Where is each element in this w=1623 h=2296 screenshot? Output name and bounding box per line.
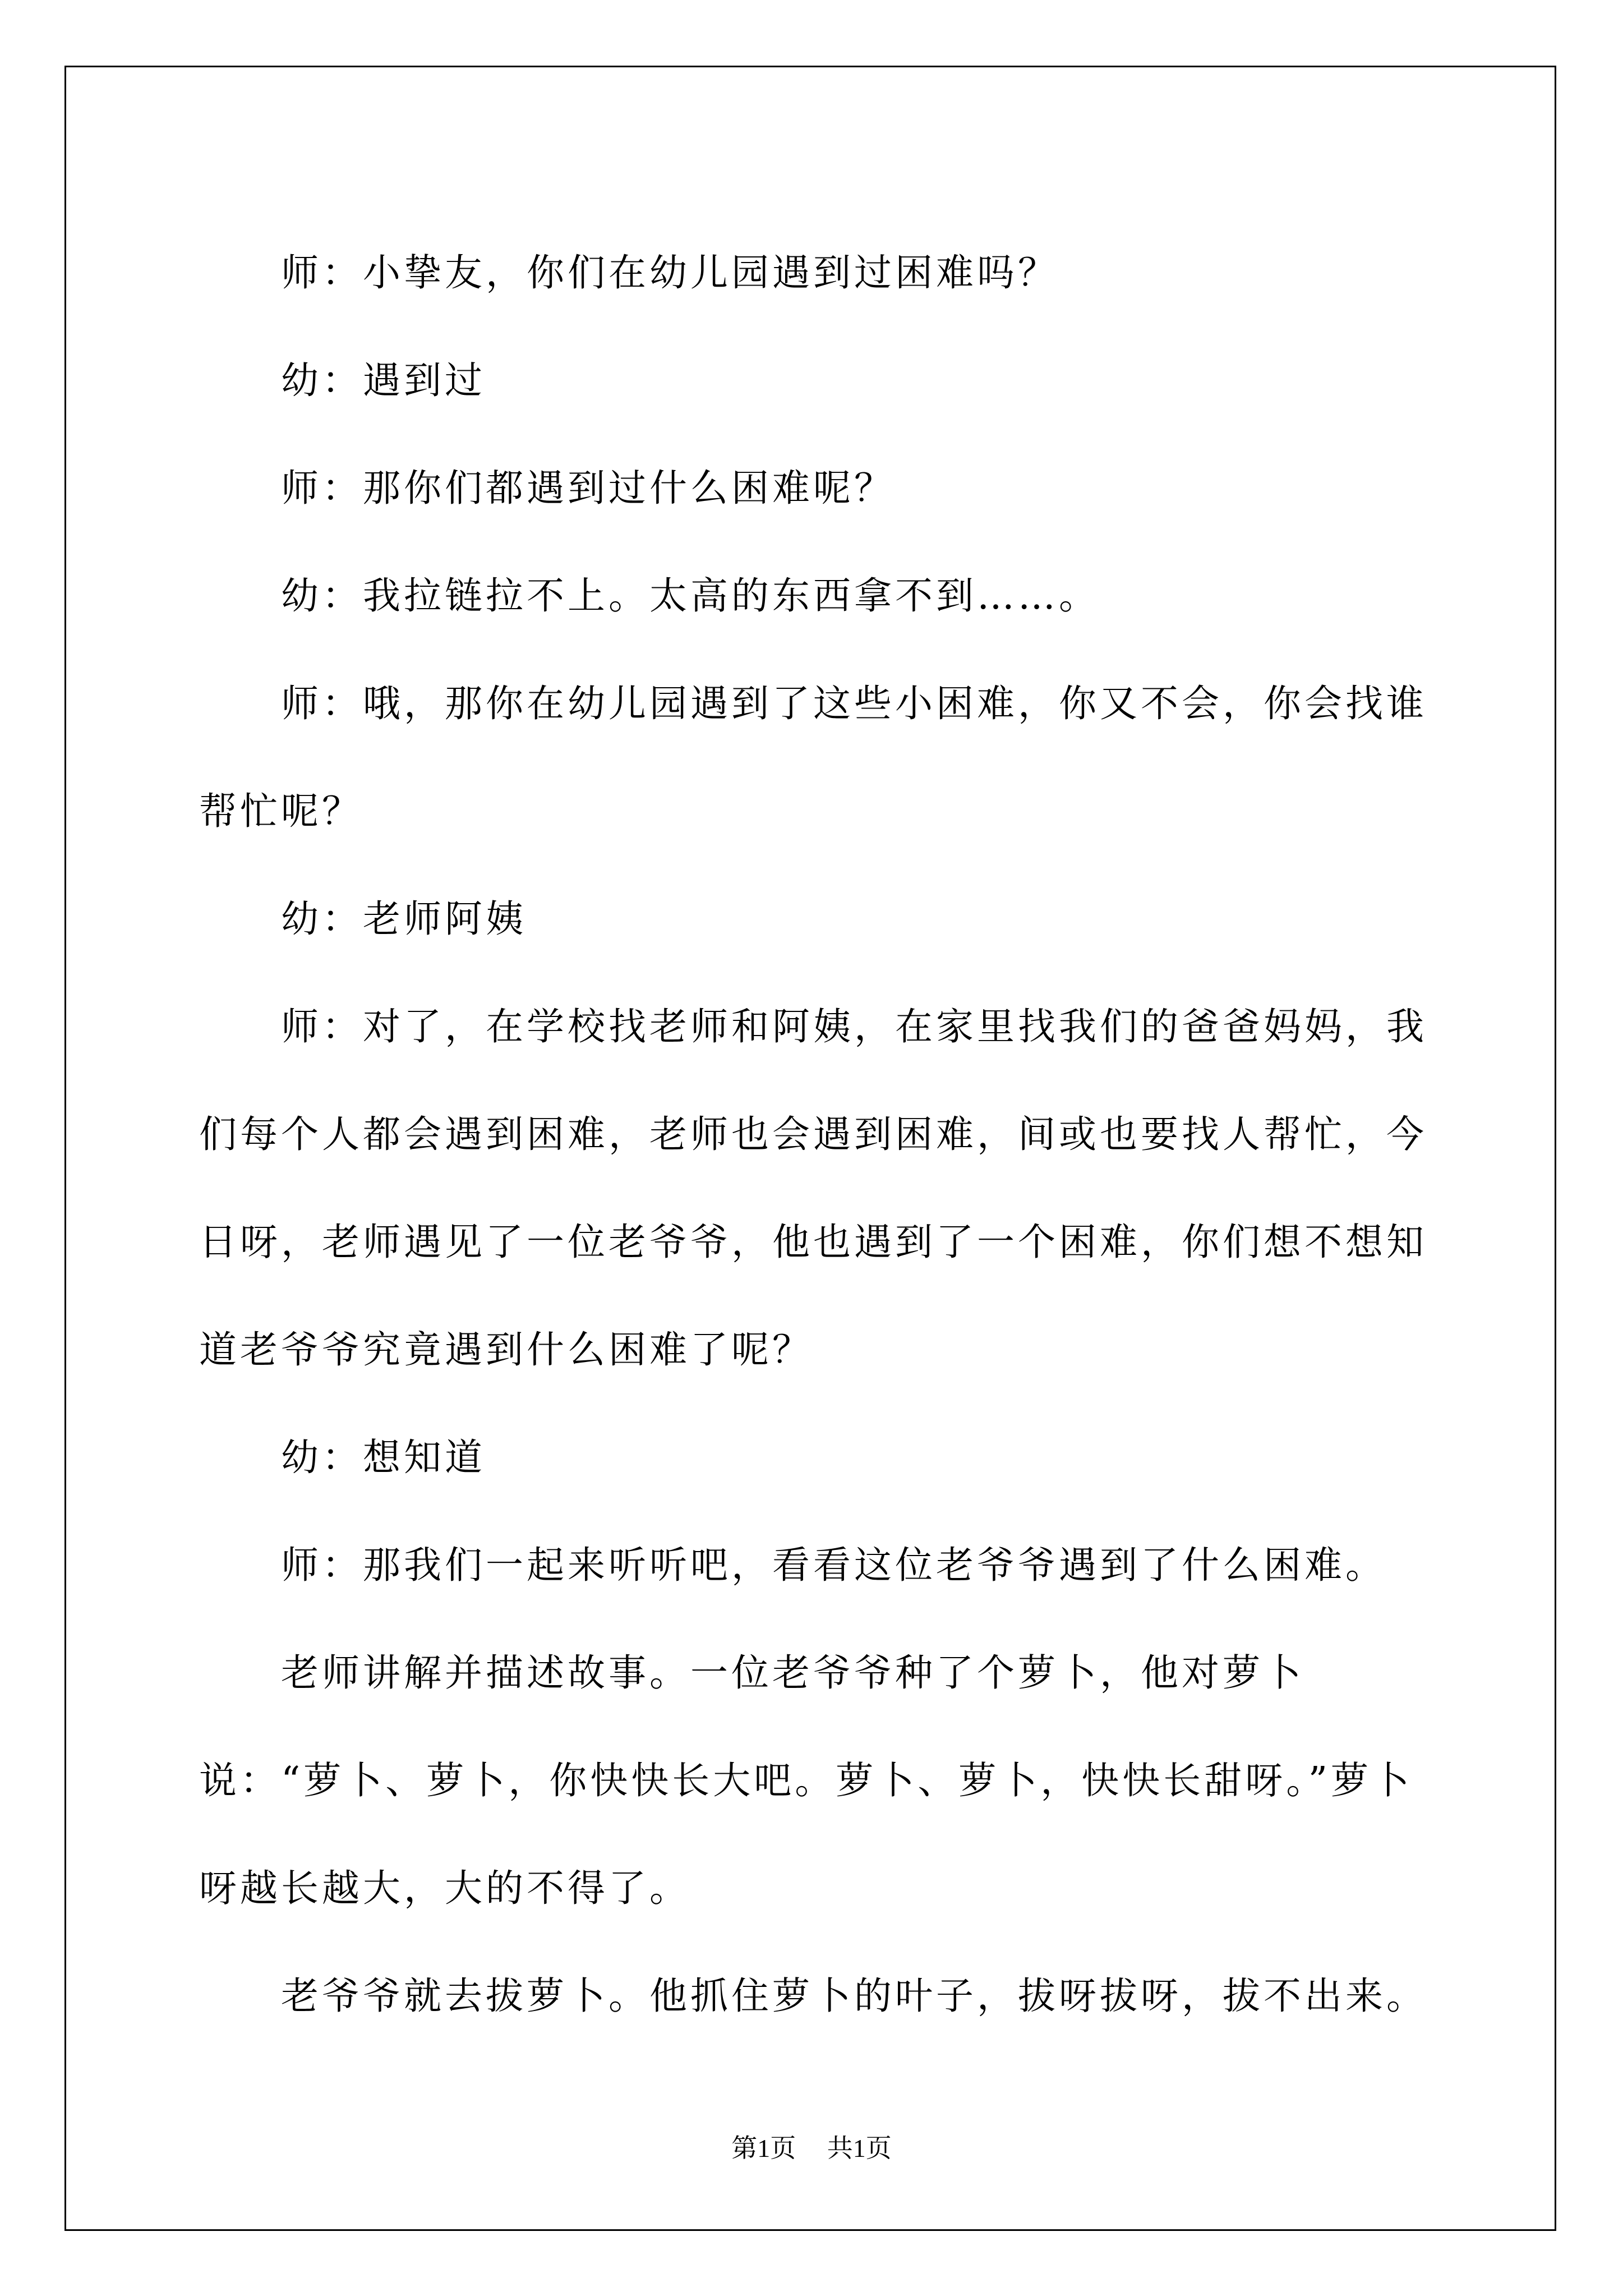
- dialogue-paragraph: 师：哦，那你在幼儿园遇到了这些小困难，你又不会，你会找谁帮忙呢？: [199, 682, 1427, 833]
- dialogue-paragraph: 师：对了，在学校找老师和阿姨，在家里找我们的爸爸妈妈，我们每个人都会遇到困难，老师也会遇到困难，间或也要找人帮忙，今日呀，老师遇见了一位老爷爷，他也遇到了一个困难，你们想不想知道老爷爷究竟遇到什么困难了呢？: [199, 1005, 1427, 1372]
- dialogue-paragraph: 师：那我们一起来听听吧，看看这位老爷爷遇到了什么困难。: [281, 1543, 1386, 1587]
- page-total: 共1页: [827, 2134, 892, 2162]
- document-body: [199, 219, 1427, 2050]
- dialogue-paragraph: 幼：遇到过: [281, 358, 486, 402]
- page-number: 第1页: [731, 2134, 796, 2162]
- dialogue-paragraph: 师：小挚友，你们在幼儿园遇到过困难吗？: [281, 251, 1059, 295]
- story-paragraph: 老师讲解并描述故事。一位老爷爷种了个萝卜，他对萝卜说：“萝卜、萝卜，你快快长大吧。萝卜、萝卜，快快长甜呀。”萝卜呀越长越大，大的不得了。: [199, 1651, 1413, 1910]
- page-footer: [0, 2132, 1623, 2165]
- dialogue-paragraph: 幼：我拉链拉不上。太高的东西拿不到……。: [281, 574, 1100, 618]
- dialogue-paragraph: 师：那你们都遇到过什么困难呢？: [281, 466, 895, 510]
- dialogue-paragraph: 幼：想知道: [281, 1435, 486, 1479]
- story-paragraph: 老爷爷就去拔萝卜。他抓住萝卜的叶子，拔呀拔呀，拔不出来。: [281, 1974, 1427, 2018]
- dialogue-paragraph: 幼：老师阿姨: [281, 897, 527, 941]
